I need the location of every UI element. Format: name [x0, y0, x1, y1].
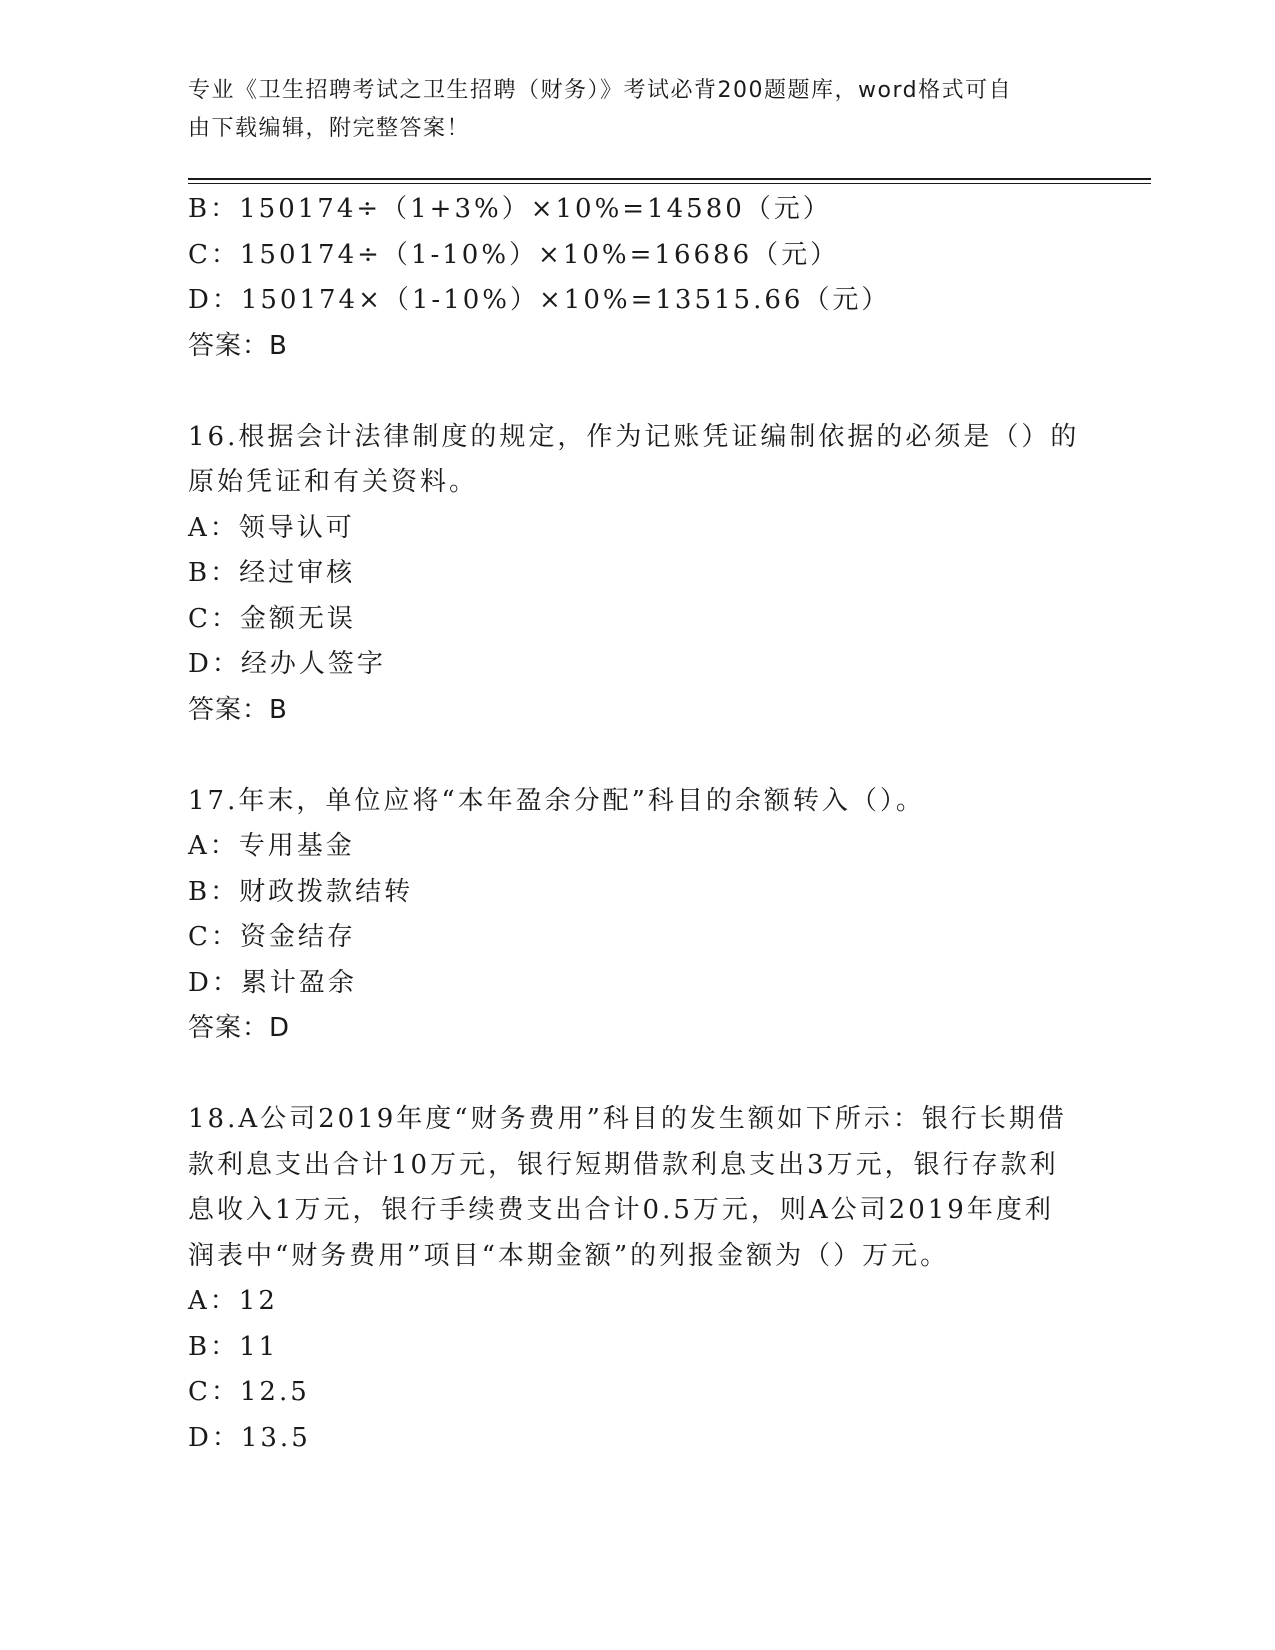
- header-line-1: 专业《卫生招聘考试之卫生招聘（财务）》考试必背200题题库，word格式可自: [188, 78, 1013, 103]
- option-b: B：财政拨款结转: [188, 876, 414, 907]
- option-a: A：12: [188, 1286, 278, 1316]
- option-d: D：150174×（1-10%）×10%=13515.66（元）: [188, 285, 891, 315]
- question-stem-line: 18.A公司2019年度“财务费用”科目的发生额如下所示：银行长期借: [188, 1104, 1067, 1134]
- question-16: [188, 415, 1088, 734]
- question-stem-line: 原始凭证和有关资料。: [188, 467, 479, 497]
- option-c: C：资金结存: [188, 922, 356, 952]
- option-a: A：专用基金: [188, 831, 355, 861]
- option-d: D：经办人签字: [188, 649, 386, 679]
- answer: 答案：B: [188, 330, 288, 361]
- question-15: [188, 187, 1088, 369]
- option-c: C：12.5: [188, 1377, 310, 1407]
- header-divider-thin: [188, 183, 1151, 184]
- option-b: B：150174÷（1+3%）×10%=14580（元）: [188, 194, 832, 224]
- question-17: [188, 779, 1088, 1052]
- option-b: B：11: [188, 1331, 279, 1362]
- question-stem-line: 17.年末，单位应将“本年盈余分配”科目的余额转入（）。: [188, 785, 925, 816]
- question-18: [188, 1097, 1088, 1461]
- option-b: B：经过审核: [188, 558, 356, 588]
- answer: 答案：D: [188, 1013, 291, 1043]
- question-stem-line: 润表中“财务费用”项目“本期金额”的列报金额为（）万元。: [188, 1240, 950, 1271]
- option-c: C：150174÷（1-10%）×10%=16686（元）: [188, 239, 840, 270]
- option-d: D：累计盈余: [188, 967, 357, 998]
- question-stem-line: 款利息支出合计10万元，银行短期借款利息支出3万元，银行存款利: [188, 1149, 1059, 1180]
- header-line-2: 由下载编辑，附完整答案！: [188, 116, 471, 141]
- option-a: A：领导认可: [188, 512, 355, 543]
- question-list: [188, 187, 1088, 1461]
- question-stem-line: 息收入1万元，银行手续费支出合计0.5万元，则A公司2019年度利: [188, 1195, 1054, 1225]
- question-stem-line: 16.根据会计法律制度的规定，作为记账凭证编制依据的必须是（）的: [188, 421, 1080, 452]
- option-d: D：13.5: [188, 1422, 311, 1453]
- option-c: C：金额无误: [188, 603, 356, 634]
- header-divider-thick: [188, 178, 1151, 180]
- answer: 答案：B: [188, 694, 288, 725]
- document-header: [188, 72, 1088, 148]
